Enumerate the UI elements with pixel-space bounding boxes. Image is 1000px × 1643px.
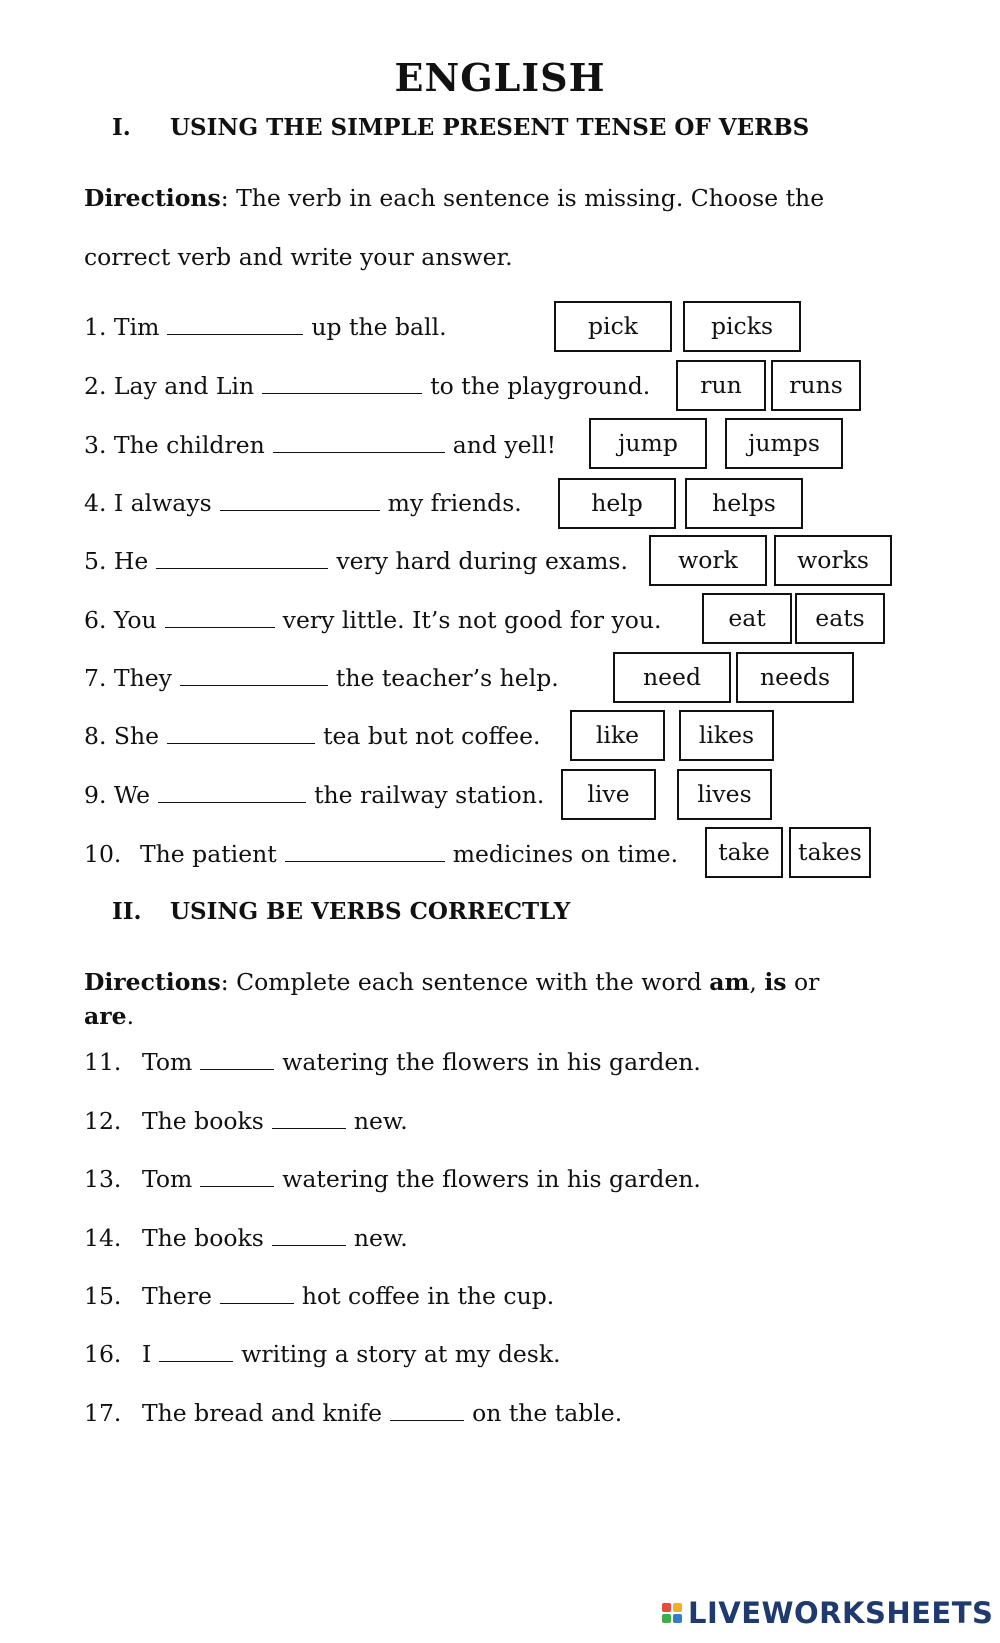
question-text-after: the teacher’s help. — [335, 664, 559, 692]
question-16 — [84, 1340, 561, 1368]
choice-button[interactable]: help — [558, 478, 676, 529]
directions-label: Directions — [84, 184, 221, 212]
section-2-directions-line1 — [84, 968, 819, 996]
question-number: 5. — [84, 547, 107, 575]
choice-button[interactable]: live — [561, 769, 656, 820]
question-text-after: to the playground. — [430, 372, 651, 400]
section-2-number: II. — [112, 898, 142, 925]
question-11 — [84, 1048, 701, 1076]
question-number: 9. — [84, 781, 107, 809]
section-1-directions-line2: correct verb and write your answer. — [84, 243, 513, 271]
comma: , — [749, 968, 765, 996]
question-text-after: writing a story at my desk. — [241, 1340, 561, 1368]
choice-button[interactable]: like — [570, 710, 665, 761]
question-number: 12. — [84, 1107, 122, 1135]
section-1-directions-line1 — [84, 184, 824, 212]
question-text-after: very hard during exams. — [336, 547, 628, 575]
question-text-before: They — [113, 664, 172, 692]
choice-button[interactable]: works — [774, 535, 892, 586]
question-text-after: medicines on time. — [452, 840, 679, 868]
choice-button[interactable]: picks — [683, 301, 801, 352]
logo-square-green — [662, 1614, 671, 1623]
question-number: 2. — [84, 372, 107, 400]
question-number: 6. — [84, 606, 107, 634]
choice-button[interactable]: takes — [789, 827, 871, 878]
question-10 — [84, 840, 678, 868]
choice-button[interactable]: jump — [589, 418, 707, 469]
section-1-title: USING THE SIMPLE PRESENT TENSE OF VERBS — [170, 114, 810, 141]
question-number: 15. — [84, 1282, 122, 1310]
section-2-heading — [112, 898, 570, 925]
question-9 — [84, 781, 544, 809]
answer-blank[interactable] — [180, 665, 328, 686]
question-text-before: Tom — [142, 1048, 193, 1076]
question-text-after: up the ball. — [311, 313, 447, 341]
liveworksheets-logo-icon — [662, 1603, 684, 1627]
question-2 — [84, 372, 650, 400]
choice-button[interactable]: eat — [702, 593, 792, 644]
question-text-before: She — [113, 722, 160, 750]
question-text-after: hot coffee in the cup. — [301, 1282, 555, 1310]
question-text-before: We — [113, 781, 151, 809]
question-3 — [84, 431, 556, 459]
directions-text: : Complete each sentence with the word — [220, 968, 710, 996]
word-is: is — [764, 968, 787, 996]
answer-blank[interactable] — [272, 1225, 346, 1246]
question-number: 10. — [84, 840, 122, 868]
section-2-title: USING BE VERBS CORRECTLY — [170, 898, 571, 925]
question-8 — [84, 722, 540, 750]
answer-blank[interactable] — [390, 1400, 464, 1421]
question-text-before: Lay and Lin — [113, 372, 255, 400]
question-text-after: my friends. — [387, 489, 522, 517]
answer-blank[interactable] — [262, 373, 422, 394]
question-7 — [84, 664, 559, 692]
section-1-heading — [112, 114, 809, 141]
question-text-after: watering the flowers in his garden. — [282, 1048, 701, 1076]
answer-blank[interactable] — [220, 490, 380, 511]
choice-button[interactable]: pick — [554, 301, 672, 352]
answer-blank[interactable] — [167, 723, 315, 744]
question-number: 7. — [84, 664, 107, 692]
question-number: 8. — [84, 722, 107, 750]
logo-square-yellow — [673, 1603, 682, 1612]
answer-blank[interactable] — [200, 1049, 274, 1070]
question-number: 4. — [84, 489, 107, 517]
question-text-after: on the table. — [472, 1399, 623, 1427]
question-text-after: tea but not coffee. — [323, 722, 541, 750]
question-number: 16. — [84, 1340, 122, 1368]
logo-square-red — [662, 1603, 671, 1612]
question-number: 14. — [84, 1224, 122, 1252]
question-text-before: You — [113, 606, 157, 634]
question-12 — [84, 1107, 408, 1135]
question-4 — [84, 489, 522, 517]
question-13 — [84, 1165, 701, 1193]
question-text-before: Tim — [113, 313, 160, 341]
choice-button[interactable]: lives — [677, 769, 772, 820]
answer-blank[interactable] — [200, 1166, 274, 1187]
page-title: ENGLISH — [394, 55, 606, 100]
question-15 — [84, 1282, 554, 1310]
directions-text: : The verb in each sentence is missing. Choose the — [220, 184, 825, 212]
question-text-before: I — [142, 1340, 152, 1368]
choice-button[interactable]: needs — [736, 652, 854, 703]
answer-blank[interactable] — [272, 1108, 346, 1129]
question-text-after: very little. It’s not good for you. — [282, 606, 662, 634]
question-text-before: Tom — [142, 1165, 193, 1193]
word-are: are — [84, 1002, 127, 1030]
choice-button[interactable]: work — [649, 535, 767, 586]
answer-blank[interactable] — [165, 607, 275, 628]
choice-button[interactable]: take — [705, 827, 783, 878]
question-text-before: The children — [113, 431, 265, 459]
section-2-directions-line2 — [84, 1002, 134, 1030]
choice-button[interactable]: helps — [685, 478, 803, 529]
question-text-after: watering the flowers in his garden. — [282, 1165, 701, 1193]
answer-blank[interactable] — [220, 1283, 294, 1304]
liveworksheets-logo[interactable] — [662, 1596, 993, 1630]
question-text-before: He — [113, 547, 149, 575]
question-number: 1. — [84, 313, 107, 341]
question-text-after: and yell! — [452, 431, 557, 459]
question-14 — [84, 1224, 408, 1252]
choice-button[interactable]: runs — [771, 360, 861, 411]
directions-label: Directions — [84, 968, 221, 996]
question-number: 17. — [84, 1399, 122, 1427]
answer-blank[interactable] — [285, 841, 445, 862]
section-1-number: I. — [112, 114, 131, 141]
choice-button[interactable]: likes — [679, 710, 774, 761]
question-text-after: the railway station. — [314, 781, 545, 809]
question-text-before: The patient — [140, 840, 277, 868]
word-am: am — [709, 968, 750, 996]
choice-button[interactable]: need — [613, 652, 731, 703]
question-1 — [84, 313, 447, 341]
question-17 — [84, 1399, 622, 1427]
choice-button[interactable]: jumps — [725, 418, 843, 469]
brand-name: LIVEWORKSHEETS — [688, 1596, 994, 1630]
question-text-after: new. — [353, 1224, 408, 1252]
logo-square-blue — [673, 1614, 682, 1623]
answer-blank[interactable] — [158, 782, 306, 803]
question-text-before: The books — [142, 1107, 264, 1135]
answer-blank[interactable] — [167, 314, 303, 335]
choice-button[interactable]: run — [676, 360, 766, 411]
question-text-after: new. — [353, 1107, 408, 1135]
or-text: or — [786, 968, 820, 996]
answer-blank[interactable] — [159, 1341, 233, 1362]
question-text-before: I always — [113, 489, 212, 517]
question-text-before: There — [142, 1282, 212, 1310]
question-number: 13. — [84, 1165, 122, 1193]
question-text-before: The books — [142, 1224, 264, 1252]
question-6 — [84, 606, 661, 634]
choice-button[interactable]: eats — [795, 593, 885, 644]
question-5 — [84, 547, 628, 575]
answer-blank[interactable] — [273, 432, 445, 453]
question-number: 11. — [84, 1048, 122, 1076]
question-number: 3. — [84, 431, 107, 459]
question-text-before: The bread and knife — [142, 1399, 383, 1427]
period: . — [126, 1002, 135, 1030]
answer-blank[interactable] — [156, 548, 328, 569]
